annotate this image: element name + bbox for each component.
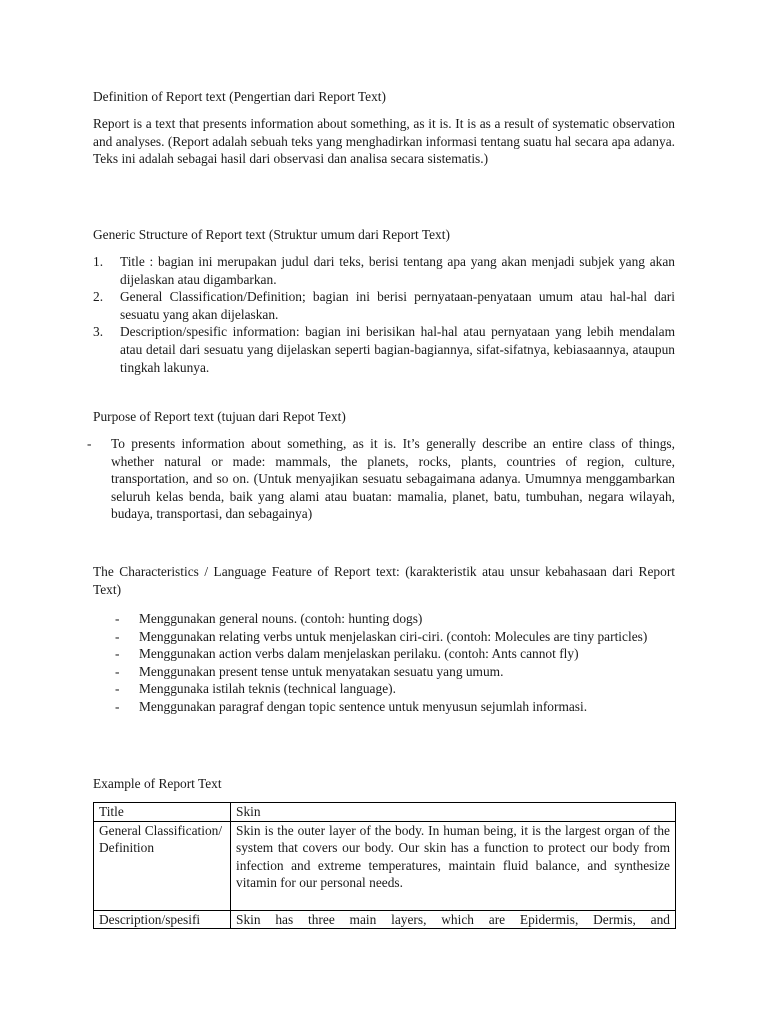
characteristics-list [93,610,675,716]
structure-heading: Generic Structure of Report text (Struktur umum dari Report Text) [93,227,450,242]
list-marker: - [115,646,120,662]
table-label-cell: Description/spesifi [94,910,231,929]
purpose-heading: Purpose of Report text (tujuan dari Repot Text) [93,409,346,424]
list-marker: - [87,436,92,451]
characteristics-item-text: Menggunakan action verbs dalam menjelaskan perilaku. (contoh: Ants cannot fly) [139,646,579,662]
structure-list-block [93,253,675,376]
list-marker: 1. [93,254,104,269]
purpose-list [87,435,675,523]
definition-body: Report is a text that presents information about something, as it is. It is as a result of systematic observation and analyses. (Report adalah sebuah teks yang menghadirkan informasi tentang suatu hal secara apa adanya. Teks ini adalah sebagai hasil dari observasi dan analisa secara sistematis.) [93,116,675,167]
definition-section [93,88,675,106]
characteristics-heading-block [93,563,675,598]
structure-item-text: Title : bagian ini merupakan judul dari teks, berisi tentang apa yang akan menjadi subjek yang akan dijelaskan atau digambarkan. [120,254,675,287]
structure-item-text: General Classification/Definition; bagian ini berisi pernyataan-penyataan umum atau hal-hal dari sesuatu yang akan dijelaskan. [120,289,675,322]
characteristics-heading: The Characteristics / Language Feature of Report text: (karakteristik atau unsur kebahasaan dari Report Text) [93,564,675,597]
table-content-cell: Skin [231,803,676,822]
structure-item [93,288,675,323]
example-heading-block [93,775,675,793]
characteristics-list-block [93,610,675,716]
list-marker: - [115,698,120,714]
characteristics-item [93,645,675,663]
characteristics-item-text: Menggunakan present tense untuk menyatakan sesuatu yang umum. [139,663,504,679]
example-heading: Example of Report Text [93,776,222,791]
table-label-cell: Title [94,803,231,822]
purpose-item [87,435,675,523]
purpose-list-block [87,435,675,523]
structure-item [93,253,675,288]
list-marker: 2. [93,289,104,305]
characteristics-item [93,663,675,681]
table-row [94,910,676,929]
table-content-cell: Skin has three main layers, which are Epidermis, Dermis, and [231,910,676,929]
characteristics-item-text: Menggunakan paragraf dengan topic sentence untuk menyusun sejumlah informasi. [139,698,588,714]
table-row [94,821,676,910]
structure-item [93,323,675,376]
purpose-heading-block [93,408,675,426]
table-label-cell: General Classification/ Definition [94,821,231,910]
structure-item-text: Description/spesific information: bagian ini berisikan hal-hal atau pernyataan yang lebih mendalam atau detail dari sesuatu yang dijelaskan seperti bagian-bagiannya, sifat-sifatnya, kebiasaannya, ataupun tingkah lakunya. [120,324,675,375]
characteristics-item [93,680,675,698]
characteristics-item [93,610,675,628]
list-marker: - [115,681,120,697]
structure-list [93,253,675,376]
list-marker: - [115,628,120,644]
characteristics-item [93,628,675,646]
structure-heading-block [93,226,675,244]
definition-body-block [93,115,675,168]
example-table [93,802,676,929]
table-row [94,803,676,822]
list-marker: 3. [93,324,104,340]
table-content-cell: Skin is the outer layer of the body. In human being, it is the largest organ of the system that covers our body. Our skin has a function to protect our body from infection and extreme temperatures, maintain fluid balance, and synthesize vitamin for our personal needs. [231,821,676,910]
definition-heading: Definition of Report text (Pengertian dari Report Text) [93,89,386,104]
list-marker: - [115,611,120,626]
characteristics-item-text: Menggunakan general nouns. (contoh: hunting dogs) [139,611,423,626]
characteristics-item [93,698,675,716]
characteristics-item-text: Menggunakan relating verbs untuk menjelaskan ciri-ciri. (contoh: Molecules are tiny particles) [139,628,648,644]
list-marker: - [115,663,120,679]
purpose-item-text: To presents information about something, as it is. It’s generally describe an entire class of things, whether natural or made: mammals, the planets, rocks, plants, countries of region, culture, transportation, and so on. (Untuk menyajikan sesuatu sebagaimana adanya. Umumnya menggambarkan seluruh kelas benda, baik yang alami atau buatan: mamalia, planet, batu, tumbuhan, negara wilayah, budaya, transportasi, dan sebagainya) [111,436,675,522]
characteristics-item-text: Menggunaka istilah teknis (technical language). [139,681,396,697]
